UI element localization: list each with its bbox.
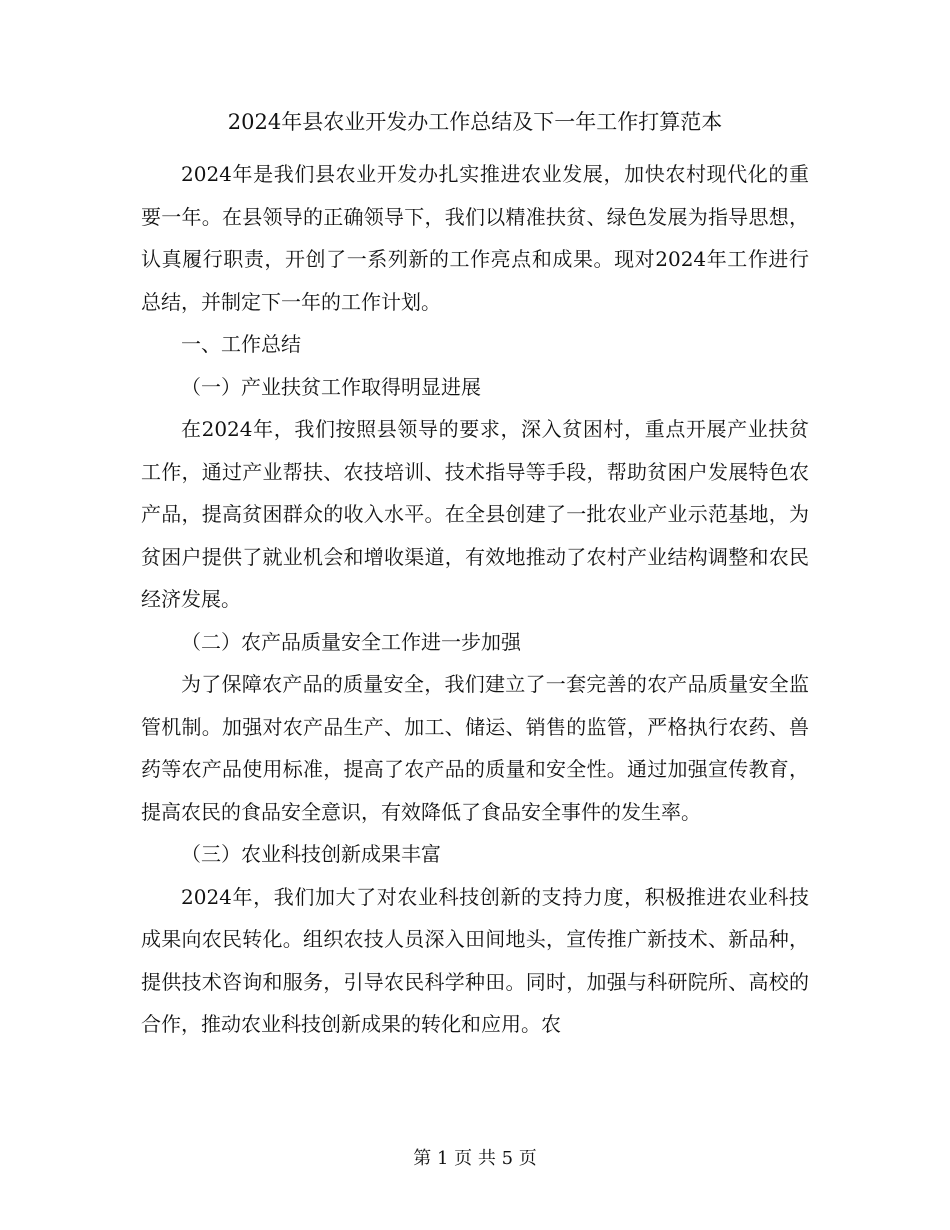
subsection-heading-quality: （二）农产品质量安全工作进一步加强: [181, 629, 521, 654]
page-number: 第 1 页 共 5 页: [413, 1148, 537, 1169]
section-heading-summary: 一、工作总结: [181, 332, 301, 356]
quality-paragraph: 为了保障农产品的质量安全，我们建立了一套完善的农产品质量安全监管机制。加强对农产品生产、加工、储运、销售的监管，严格执行农药、兽药等农产品使用标准，提高了农产品的质量和安全性。通过加强宣传教育，提高农民的食品安全意识，有效降低了食品安全事件的发生率。: [141, 672, 809, 824]
intro-paragraph: 2024年是我们县农业开发办扎实推进农业发展，加快农村现代化的重要一年。在县领导的正确领导下，我们以精准扶贫、绿色发展为指导思想，认真履行职责，开创了一系列新的工作亮点和成果。现对2024年工作进行总结，并制定下一年的工作计划。: [141, 162, 809, 314]
tech-paragraph: 2024年，我们加大了对农业科技创新的支持力度，积极推进农业科技成果向农民转化。组织农技人员深入田间地头，宣传推广新技术、新品种，提供技术咨询和服务，引导农民科学种田。同时，加强与科研院所、高校的合作，推动农业科技创新成果的转化和应用。农: [141, 884, 809, 1036]
subsection-heading-poverty: （一）产业扶贫工作取得明显进展: [181, 374, 481, 399]
document-title: 2024年县农业开发办工作总结及下一年工作打算范本: [227, 110, 723, 134]
page-footer: [0, 1144, 950, 1174]
document-body: [141, 153, 809, 1046]
subsection-heading-tech: （三）农业科技创新成果丰富: [181, 842, 441, 866]
poverty-paragraph: 在2024年，我们按照县领导的要求，深入贫困村，重点开展产业扶贫工作，通过产业帮扶、农技培训、技术指导等手段，帮助贫困户发展特色农产品，提高贫困群众的收入水平。在全县创建了一批农业产业示范基地，为贫困户提供了就业机会和增收渠道，有效地推动了农村产业结构调整和农民经济发展。: [141, 417, 809, 611]
